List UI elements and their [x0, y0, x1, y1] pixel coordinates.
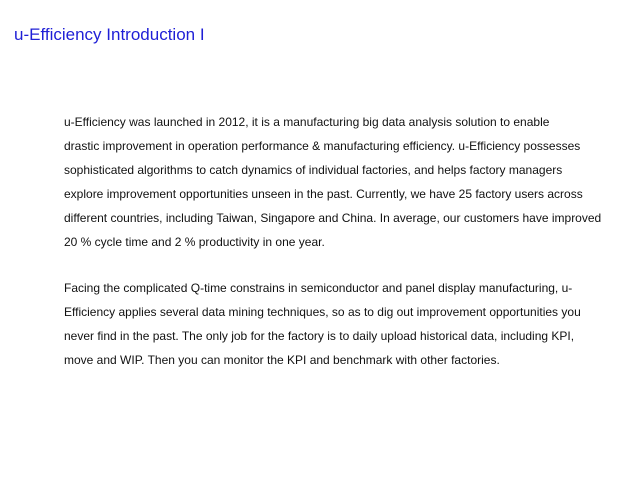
paragraph-line: Facing the complicated Q-time constrains in semiconductor and panel display manufacturing, u-	[64, 281, 573, 295]
paragraph-line: drastic improvement in operation performance & manufacturing efficiency. u-Efficiency possesses	[64, 139, 581, 153]
intro-paragraph-2	[46, 276, 606, 372]
paragraph-line: 20 % cycle time and 2 % productivity in one year.	[64, 235, 325, 249]
page-title: u-Efficiency Introduction I	[14, 25, 205, 44]
paragraph-line: never find in the past. The only job for the factory is to daily upload historical data, including KPI,	[64, 329, 575, 343]
intro-body	[46, 110, 606, 372]
paragraph-line: Efficiency applies several data mining techniques, so as to dig out improvement opportunities you	[64, 305, 581, 319]
paragraph-line: u-Efficiency was launched in 2012, it is a manufacturing big data analysis solution to enable	[64, 115, 550, 129]
paragraph-line: sophisticated algorithms to catch dynamics of individual factories, and helps factory managers	[64, 163, 563, 177]
paragraph-line: move and WIP. Then you can monitor the KPI and benchmark with other factories.	[64, 353, 500, 367]
intro-paragraph-1	[46, 110, 606, 254]
paragraph-line: explore improvement opportunities unseen in the past. Currently, we have 25 factory users across	[64, 187, 583, 201]
paragraph-line: different countries, including Taiwan, Singapore and China. In average, our customers have improved	[64, 211, 602, 225]
